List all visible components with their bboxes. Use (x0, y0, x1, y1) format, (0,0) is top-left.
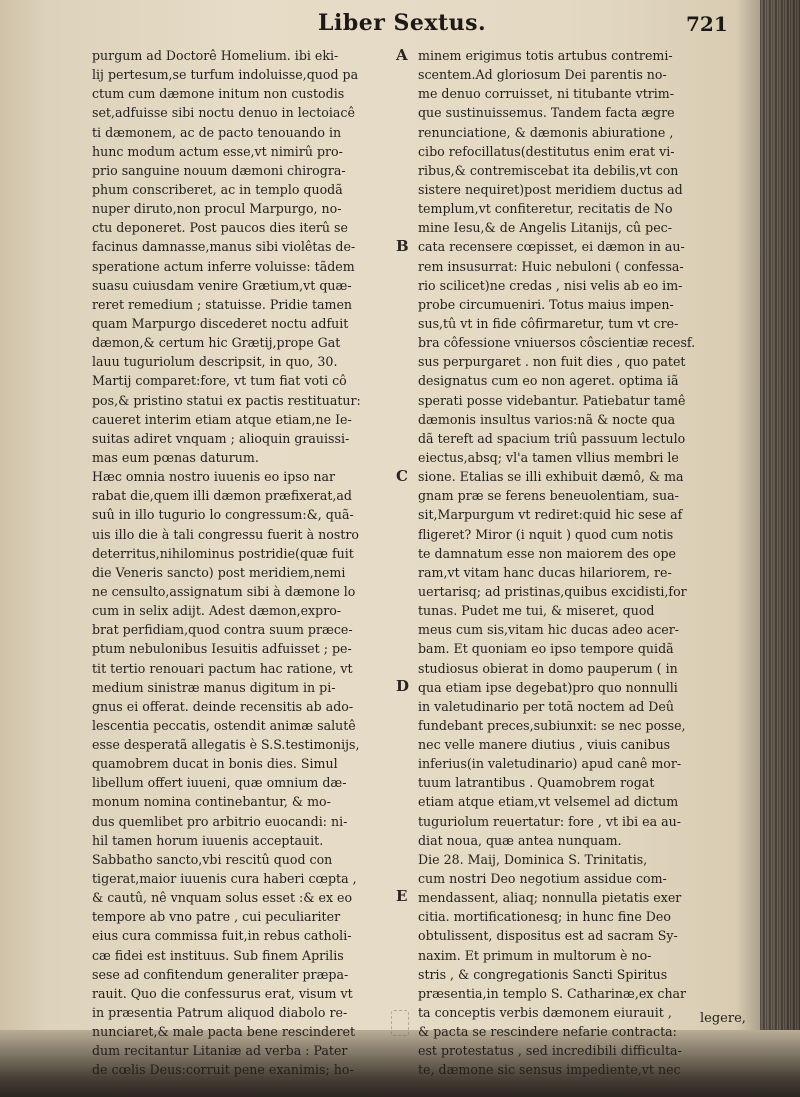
right-column-line: sus,tû vt in fide côfirmaretur, tum vt cre- (418, 315, 679, 331)
right-column-line: studiosus obierat in domo pauperum ( in (418, 660, 678, 676)
right-column-line: ta conceptis verbis dæmonem eiurauit , (418, 1005, 672, 1021)
right-column-line: in valetudinario per totã noctem ad Deû (418, 698, 674, 714)
right-column-line: mendassent, aliaq; nonnulla pietatis exer (418, 890, 682, 906)
right-column-line: cata recensere cœpisset, ei dæmon in au- (418, 239, 685, 255)
right-column-line: ribus,& contremiscebat ita debilis,vt con (418, 162, 679, 178)
right-column-line: est protestatus , sed incredibili difficulta- (418, 1043, 682, 1059)
left-column-line: quamobrem ducat in bonis dies. Simul (92, 756, 338, 772)
margin-marker-e: E (396, 887, 408, 905)
right-column-line: etiam atque etiam,vt velsemel ad dictum (418, 794, 679, 810)
right-column-line: designatus cum eo non ageret. optima iã (418, 373, 679, 389)
left-column-line: cæ fidei est instituus. Sub finem Aprilis (92, 947, 344, 963)
right-column-line: dã tereft ad spacium triû passuum lectulo (418, 430, 686, 446)
left-column-line: speratione actum inferre voluisse: tãdem (92, 258, 355, 274)
left-column-line: uis illo die à tali congressu fuerit à nostro (92, 526, 359, 542)
left-column-line: libellum offert iuueni, quæ omnium dæ- (92, 775, 347, 791)
left-column-line: ne censulto,assignatum sibi à dæmone lo (92, 583, 356, 599)
right-column-line: meus cum sis,vitam hic ducas adeo acer- (418, 622, 679, 638)
right-column-line: templum,vt confiteretur, recitatis de No (418, 201, 673, 217)
right-column-line: ram,vt vitam hanc ducas hilariorem, re- (418, 564, 672, 580)
left-column-line: lescentia peccatis, ostendit animæ salutê (92, 717, 356, 733)
catchword: legere, (700, 1011, 746, 1026)
margin-marker-c: C (396, 467, 408, 485)
right-column-line: & pacta se rescindere nefarie contracta: (418, 1024, 677, 1040)
left-column-line: Sabbatho sancto,vbi rescitû quod con (92, 851, 333, 867)
left-column-line: tempore ab vno patre , cui peculiariter (92, 909, 341, 925)
right-column-line: probe circumueniri. Totus maius impen- (418, 296, 674, 312)
left-column-line: phum conscriberet, ac in templo quodã (92, 181, 343, 197)
left-column-line: suitas adiret vnquam ; alioquin grauissi- (92, 430, 350, 446)
right-column-line: mine Iesu,& de Angelis Litanijs, cû pec- (418, 220, 672, 236)
right-column-line: stris , & congregationis Sancti Spiritus (418, 966, 668, 982)
right-column-line: rem insusurrat: Huic nebuloni ( confessa- (418, 258, 684, 274)
left-column-line: ti dæmonem, ac de pacto tenouando in (92, 124, 342, 140)
left-column-line: set,adfuisse sibi noctu denuo in lectoiacê (92, 105, 355, 121)
right-column-line: renunciatione, & dæmonis abiuratione , (418, 124, 674, 140)
left-column-line: dæmon,& certum hic Grætij,prope Gat (92, 335, 341, 351)
right-column-line: sperati posse videbantur. Patiebatur tamê (418, 392, 686, 408)
right-column-line: eiectus,absq; vl'a tamen vllius membri le (418, 449, 679, 465)
left-column-line: suasu cuiusdam venire Grætium,vt quæ- (92, 277, 352, 293)
left-column-line: hil tamen horum iuuenis acceptauit. (92, 832, 324, 848)
left-column-line: tigerat,maior iuuenis cura haberi cœpta , (92, 871, 357, 887)
left-column-line: purgum ad Doctorê Homelium. ibi eki- (92, 48, 339, 63)
right-column-line: que sustinuissemus. Tandem facta ægre (418, 105, 675, 121)
right-column-line: citia. mortificationesq; in hunc fine Deo (418, 909, 671, 925)
right-column-line: uertarisq; ad pristinas,quibus excidisti,for (418, 583, 687, 599)
left-column-line: lij pertesum,se turfum indoluisse,quod pa (92, 67, 359, 83)
left-column-line: rabat die,quem illi dæmon præfixerat,ad (92, 488, 352, 504)
running-head: Liber Sextus. (318, 10, 487, 36)
left-column-line: nunciaret,& male pacta bene rescinderet (92, 1024, 356, 1040)
right-column-line: sistere nequiret)post meridiem ductus ad (418, 181, 683, 197)
left-column-line: facinus damnasse,manus sibi violêtas de- (92, 239, 356, 255)
left-column-line: lauu tuguriolum descripsit, in quo, 30. (92, 354, 338, 370)
folio-number: 721 (686, 12, 728, 36)
right-column-line: sus perpurgaret . non fuit dies , quo patet (418, 354, 686, 370)
right-column-line: fligeret? Miror (i nquit ) quod cum notis (418, 526, 674, 542)
right-column-line: sit,Marpurgum vt rediret:quid hic sese af (418, 507, 683, 523)
left-column-line: suû in illo tugurio lo congressum:&, quã- (92, 507, 354, 523)
left-column-line: de cœlis Deus:corruit pene exanimis; ho- (92, 1062, 354, 1078)
left-column-line: Martij comparet:fore, vt tum fiat voti cô (92, 373, 347, 389)
left-column-line: esse desperatã allegatis è S.S.testimonijs, (92, 737, 360, 753)
left-column-line: gnus ei offerat. deinde recensitis ab ado- (92, 698, 354, 714)
left-column-line: reret remedium ; statuisse. Pridie tamen (92, 296, 353, 312)
left-column-line: die Veneris sancto) post meridiem,nemi (92, 564, 346, 580)
right-column-line: qua etiam ipse degebat)pro quo nonnulli (418, 679, 678, 695)
right-column-line: diat noua, quæ antea nunquam. (418, 832, 622, 848)
left-column-line: dus quemlibet pro arbitrio euocandi: ni- (92, 813, 348, 829)
left-column-line: tit tertio renouari pactum hac ratione, vt (92, 660, 353, 676)
right-column-line: obtulissent, dispositus est ad sacram Sy- (418, 928, 678, 944)
right-column-line: Die 28. Maij, Dominica S. Trinitatis, (418, 851, 648, 867)
right-column-line: te, dæmone sic sensus impediente,vt nec (418, 1062, 681, 1078)
margin-marker-d: D (396, 677, 410, 695)
left-column-line: brat perfidiam,quod contra suum præce- (92, 622, 353, 638)
left-column-line: dum recitantur Litaniæ ad verba : Pater (92, 1043, 348, 1059)
right-column-line: minem erigimus totis artubus contremi- (418, 48, 673, 63)
right-column-line: cum nostri Deo negotium assidue com- (418, 871, 667, 887)
page-edge-shadow (760, 0, 800, 1097)
left-column-line: mas eum pœnas daturum. (92, 449, 259, 465)
left-column-line: hunc modum actum esse,vt nimirû pro- (92, 143, 343, 159)
margin-marker-a: A (396, 46, 408, 64)
left-text-column (92, 46, 392, 1080)
page-header (0, 4, 760, 44)
left-column-line: in præsentia Patrum aliquod diabolo re- (92, 1005, 348, 1021)
left-column-line: quam Marpurgo discederet noctu adfuit (92, 315, 349, 331)
left-column-line: caueret interim etiam atque etiam,ne Ie- (92, 411, 352, 427)
right-column-line: inferius(in valetudinario) apud canê mor- (418, 756, 682, 772)
right-column-line: bam. Et quoniam eo ipso tempore quidã (418, 641, 674, 657)
right-column-line: tunas. Pudet me tui, & miseret, quod (418, 603, 655, 619)
right-column-line: nec velle manere diutius , viuis canibus (418, 737, 671, 753)
right-column-line: fundebant preces,subiunxit: se nec posse, (418, 717, 686, 733)
left-column-line: cum in selix adijt. Adest dæmon,expro- (92, 603, 342, 619)
left-column-line: nuper diruto,non procul Marpurgo, no- (92, 201, 342, 217)
left-column-line: ctum cum dæmone initum non custodis (92, 86, 345, 102)
right-column-line: gnam præ se ferens beneuolentiam, sua- (418, 488, 679, 504)
left-column-line: medium sinistræ manus digitum in pi- (92, 679, 336, 695)
margin-marker-b: B (396, 237, 409, 255)
library-stamp (391, 1010, 409, 1036)
left-column-line: rauit. Quo die confessurus erat, visum vt (92, 985, 353, 1001)
right-column-line: bra côfessione vniuersos côscientiæ recesf. (418, 335, 696, 351)
right-column-line: rio scilicet)ne credas , nisi velis ab eo im- (418, 277, 683, 293)
right-column-line: te damnatum esse non maiorem des ope (418, 545, 676, 561)
left-column-line: pos,& pristino statui ex pactis restituatur: (92, 392, 361, 408)
right-column-line: scentem.Ad gloriosum Dei parentis no- (418, 67, 667, 83)
right-text-column (418, 46, 730, 1080)
left-column-line: prio sanguine nouum dæmoni chirogra- (92, 162, 346, 178)
right-column-line: sione. Etalias se illi exhibuit dæmô, & ma (418, 469, 684, 485)
right-column-line: me denuo corruisset, ni titubante vtrim- (418, 86, 675, 102)
right-column-line: dæmonis insultus varios:nã & nocte qua (418, 411, 676, 427)
left-column-line: & cautû, nê vnquam solus esset :& ex eo (92, 890, 353, 906)
left-column-line: monum nomina continebantur, & mo- (92, 794, 331, 810)
left-column-line: ptum nebulonibus Iesuitis adfuisset ; pe- (92, 641, 352, 657)
left-column-line: ctu deponeret. Post paucos dies iterû se (92, 220, 348, 236)
right-column-line: tuum latrantibus . Quamobrem rogat (418, 775, 655, 791)
left-column-line: eius cura commissa fuit,in rebus catholi- (92, 928, 352, 944)
right-column-line: cibo refocillatus(destitutus enim erat vi- (418, 143, 675, 159)
right-column-line: præsentia,in templo S. Catharinæ,ex char (418, 985, 687, 1001)
left-column-line: deterritus,nihilominus postridie(quæ fuit (92, 545, 354, 561)
left-column-line: Hæc omnia nostro iuuenis eo ipso nar (92, 469, 335, 485)
right-column-line: tuguriolum reuertatur: fore , vt ibi ea au- (418, 813, 681, 829)
right-column-line: naxim. Et primum in multorum è no- (418, 947, 652, 963)
left-column-line: sese ad confitendum generaliter præpa- (92, 966, 349, 982)
